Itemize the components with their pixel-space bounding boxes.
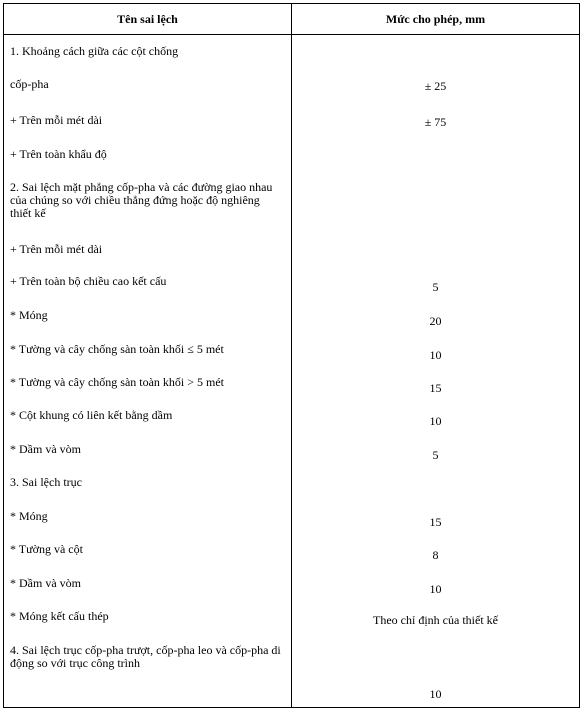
header-name: Tên sai lệch [4, 4, 292, 35]
row-name: * Móng [4, 301, 292, 335]
row-value: 10 [292, 569, 580, 602]
table-row [4, 233, 580, 267]
header-value: Mức cho phép, mm [292, 4, 580, 35]
table-header-row [4, 4, 580, 35]
row-value: ± 75 [292, 104, 580, 138]
row-value: 10 [292, 335, 580, 368]
tolerance-table [3, 3, 580, 708]
row-value: 15 [292, 368, 580, 401]
row-value: 20 [292, 301, 580, 335]
row-value: 5 [292, 267, 580, 301]
row-value: 5 [292, 435, 580, 468]
row-value: ± 25 [292, 68, 580, 104]
table-row [4, 104, 580, 138]
row-name: * Tường và cây chống sàn toàn khối ≤ 5 mét [4, 335, 292, 368]
table-row [4, 569, 580, 602]
row-value: 10 [292, 401, 580, 435]
table-row [4, 535, 580, 569]
table-row [4, 267, 580, 301]
row-value [292, 233, 580, 267]
row-name: * Móng kết cấu thép [4, 602, 292, 636]
row-name: * Móng [4, 502, 292, 535]
row-name: * Tường và cột [4, 535, 292, 569]
row-value [292, 468, 580, 502]
row-name: + Trên mỗi mét dài [4, 104, 292, 138]
row-name: + Trên mỗi mét dài [4, 233, 292, 267]
row-name: 2. Sai lệch mặt phẳng cốp-pha và các đường giao nhau của chúng so với chiều thẳng đứng hoặc độ nghiêng thiết kế [4, 171, 292, 233]
table-row [4, 368, 580, 401]
table-row [4, 301, 580, 335]
table-row [4, 435, 580, 468]
row-value: 8 [292, 535, 580, 569]
table-row [4, 636, 580, 678]
table-row [4, 68, 580, 104]
table-row [4, 138, 580, 171]
table-row [4, 171, 580, 233]
row-name: * Tường và cây chống sàn toàn khối > 5 mét [4, 368, 292, 401]
row-name: 3. Sai lệch trục [4, 468, 292, 502]
table-row [4, 335, 580, 368]
table-row [4, 678, 580, 708]
row-name: * Cột khung có liên kết bằng dầm [4, 401, 292, 435]
table-row [4, 35, 580, 68]
row-value [292, 35, 580, 68]
row-name: + Trên toàn khẩu độ [4, 138, 292, 171]
row-value [292, 138, 580, 171]
row-name: cốp-pha [4, 68, 292, 104]
row-name: * Dầm và vòm [4, 569, 292, 602]
table-row [4, 502, 580, 535]
row-value: 15 [292, 502, 580, 535]
row-value: Theo chỉ định của thiết kế [292, 602, 580, 636]
table-row [4, 602, 580, 636]
row-name [4, 678, 292, 708]
row-value [292, 636, 580, 678]
row-value [292, 171, 580, 233]
row-value: 10 [292, 678, 580, 708]
row-name: * Dầm và vòm [4, 435, 292, 468]
row-name: 4. Sai lệch trục cốp-pha trượt, cốp-pha leo và cốp-pha di động so với trục công trình [4, 636, 292, 678]
table-row [4, 401, 580, 435]
row-name: 1. Khoảng cách giữa các cột chống [4, 35, 292, 68]
table-row [4, 468, 580, 502]
row-name: + Trên toàn bộ chiều cao kết cấu [4, 267, 292, 301]
